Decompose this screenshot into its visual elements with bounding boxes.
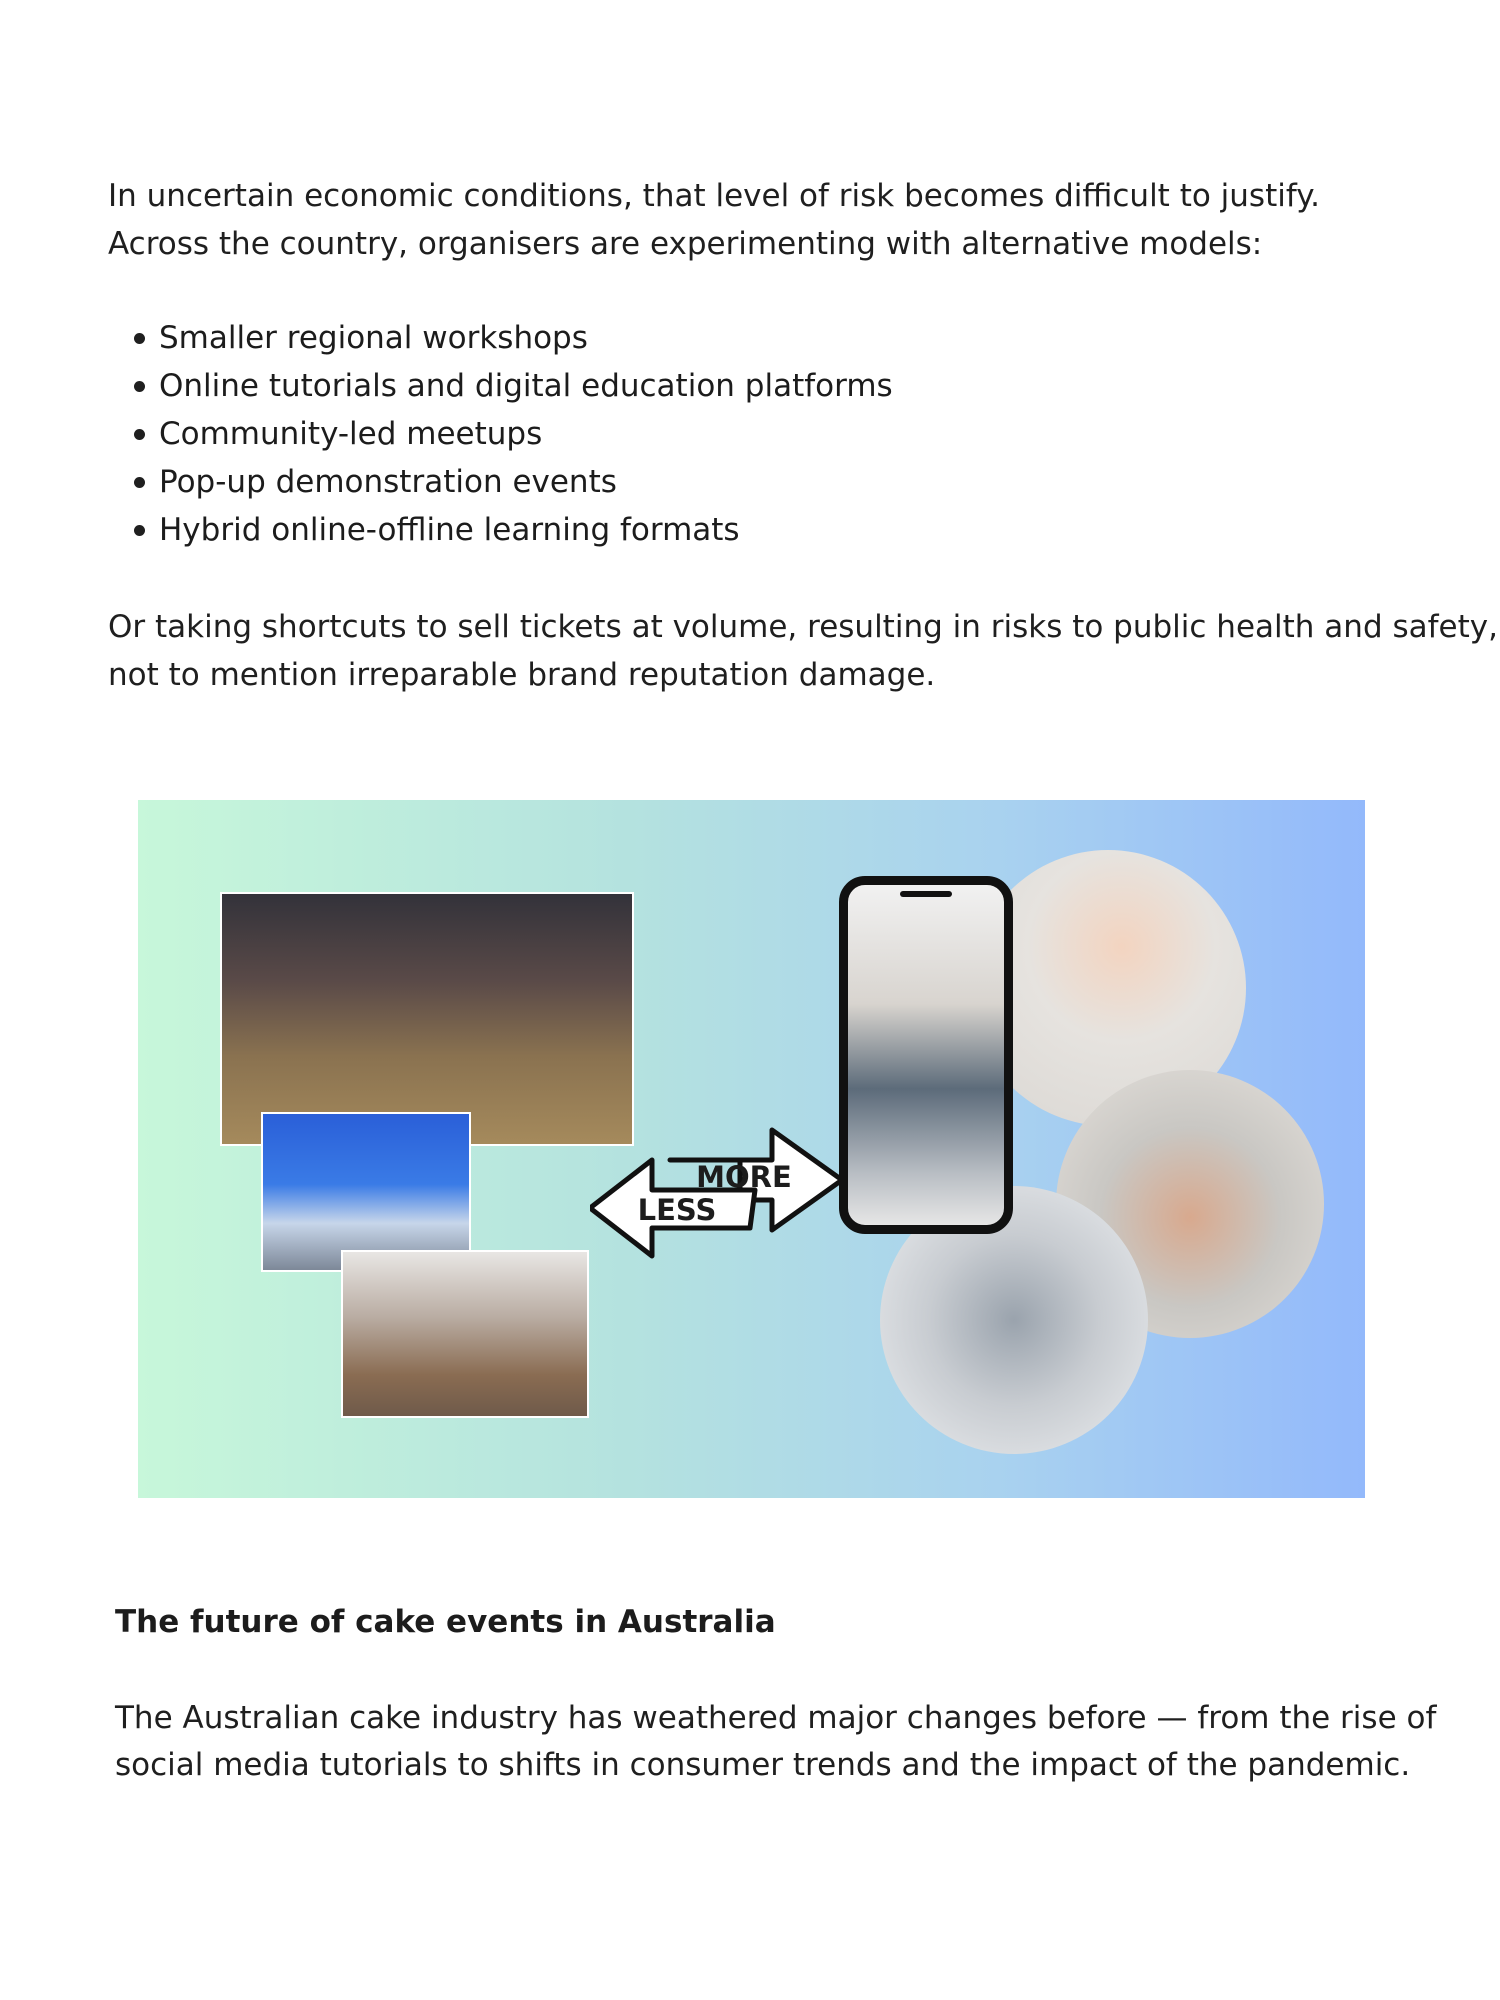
bullet-icon [134, 477, 145, 488]
arrow-more-label: MORE [696, 1160, 792, 1194]
shortcuts-line-1: Or taking shortcuts to sell tickets at volume, resulting in risks to public health and safety, [108, 609, 1498, 645]
section-line-2: social media tutorials to shifts in consumer trends and the impact of the pandemic. [115, 1747, 1411, 1783]
list-item: Smaller regional workshops [134, 314, 893, 362]
more-less-arrows-icon [590, 1100, 840, 1260]
section-line-1: The Australian cake industry has weathered major changes before — from the rise of [115, 1700, 1437, 1736]
trade-stands-photo [341, 1250, 589, 1418]
intro-line-2: Across the country, organisers are experimenting with alternative models: [108, 226, 1263, 262]
phone-tutorial-photo [839, 876, 1013, 1234]
list-item: Hybrid online-offline learning formats [134, 506, 893, 554]
bullet-icon [134, 333, 145, 344]
list-item: Online tutorials and digital education platforms [134, 362, 893, 410]
shortcuts-line-2: not to mention irreparable brand reputation damage. [108, 657, 936, 693]
phone-notch [900, 891, 952, 897]
alternative-models-list [134, 314, 893, 554]
intro-line-1: In uncertain economic conditions, that level of risk becomes difficult to justify. [108, 178, 1320, 214]
bullet-icon [134, 429, 145, 440]
bullet-icon [134, 381, 145, 392]
arrow-less-label: LESS [637, 1193, 717, 1227]
expo-hall-photo [220, 892, 634, 1146]
list-item: Community-led meetups [134, 410, 893, 458]
events-comparison-illustration [138, 800, 1365, 1498]
bullet-icon [134, 525, 145, 536]
exhibition-booth-photo [261, 1112, 471, 1272]
list-item: Pop-up demonstration events [134, 458, 893, 506]
section-heading: The future of cake events in Australia [115, 1604, 776, 1640]
